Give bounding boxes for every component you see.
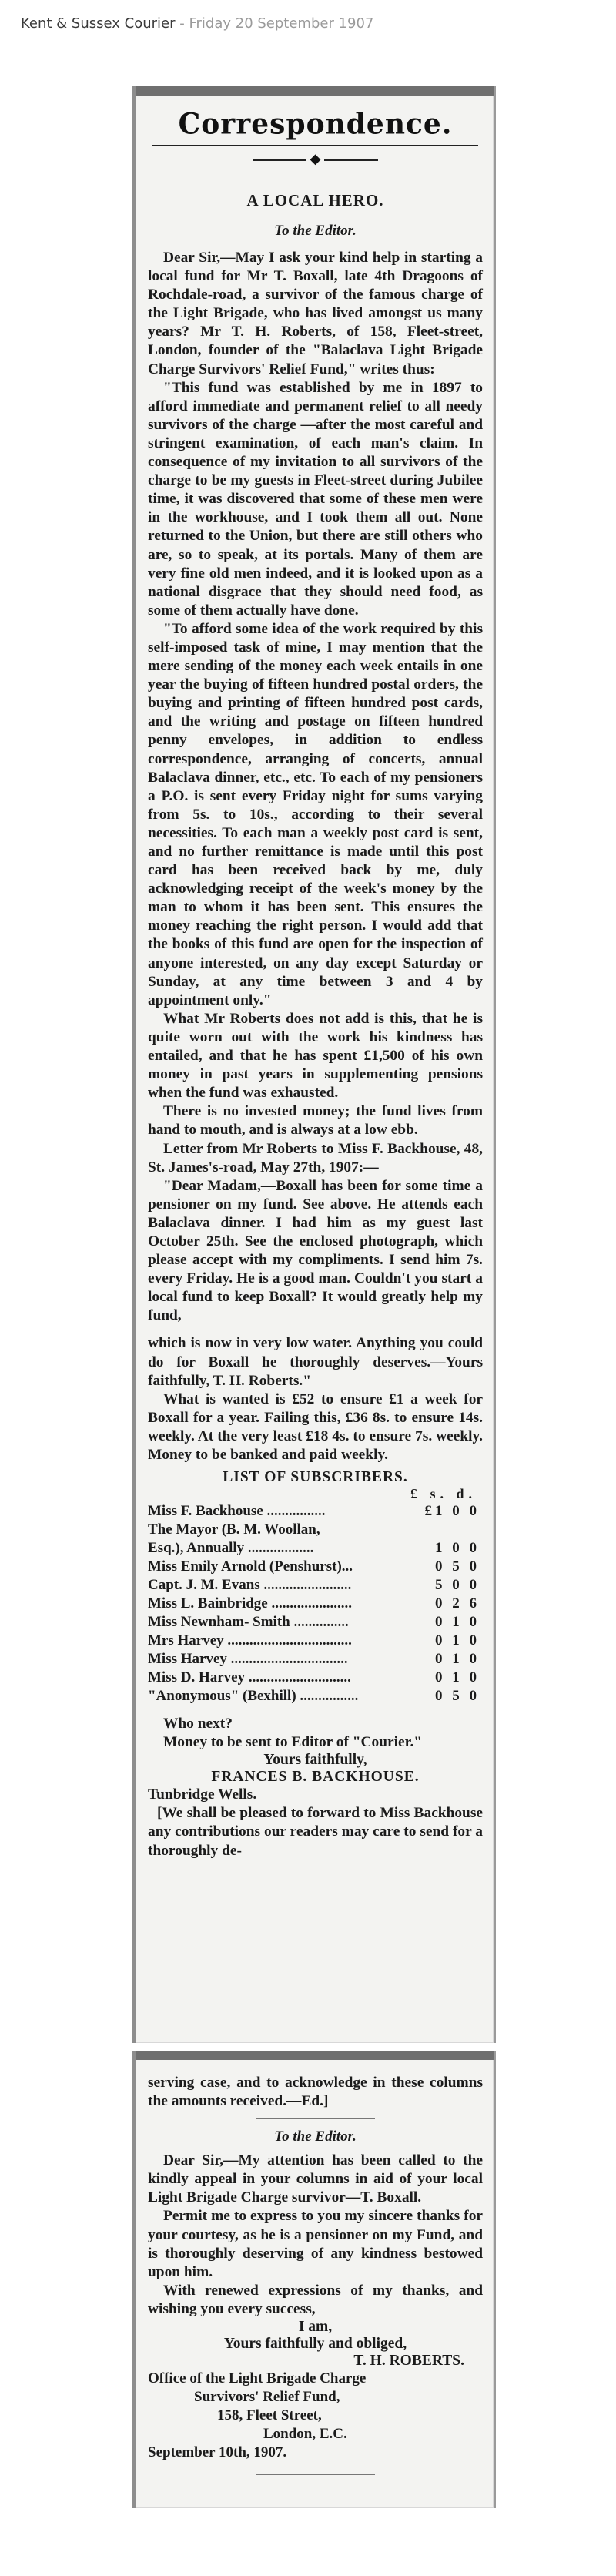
letter-paragraph: Dear Sir,—My attention has been called to the kindly appeal in your columns in aid of your local Light Brigade Charge survivor—T. Boxall. [148,2152,483,2206]
subscriber-name: Miss Harvey ................................ [148,1651,348,1668]
subscriber-amount: 0 1 0 [435,1614,480,1631]
publication-date: Friday 20 September 1907 [189,15,374,32]
subscriber-amount [421,1521,483,1539]
subscriber-amount: 0 5 0 [435,1688,480,1705]
article-title: A LOCAL HERO. [246,191,384,210]
clipping-part-1 [132,86,496,2043]
address-line: London, E.C. [263,2426,347,2443]
currency-header: £ s. d. [410,1486,477,1502]
to-the-editor-line: To the Editor. [274,2128,357,2145]
letter-paragraph: What Mr Roberts does not add is this, that he is quite worn out with the work his kindness has entailed, and that he has spent £1,500 of his own money in past years in supplementing pensions when the fund was exhausted. [148,1010,483,1102]
table-row [148,1558,483,1576]
subscriber-amount: 5 0 0 [435,1577,480,1594]
letter-paragraph: "Dear Madam,—Boxall has been for some time a pensioner on my fund. See above. He attends each Balaclava dinner. I had him as my guest last October 25th. See the enclosed photograph, which please accept with my compliments. I send him 7s. every Friday. He is a good man. Couldn't you start a local fund to keep Boxall? It would greatly help my fund, [148,1177,483,1324]
page-header [21,12,373,35]
subscriber-amount: £1 0 0 [424,1503,480,1520]
table-row [148,1613,483,1632]
subscriber-name: Miss L. Bainbridge ...................... [148,1595,352,1612]
subscriber-name: Esq.), Annually .................. [148,1540,314,1557]
subscribers-list-title: LIST OF SUBSCRIBERS. [223,1469,408,1486]
editor-note-end: serving case, and to acknowledge in these columns the amounts received.—Ed.] [148,2075,483,2110]
address-line: Office of the Light Brigade Charge [148,2370,367,2387]
table-row [148,1632,483,1650]
letter-paragraph: "This fund was established by me in 1897 to afford immediate and permanent relief to all needy survivors of the charge —after the most careful and stringent examination, of each man's claim. In consequence of my invitation to all survivors of the charge to be my guests in Fleet-street during Jubilee time, it was discovered that some of these men were in the workhouse, and I took them all out. None returned to the Union, but there are still others who are, so to speak, at its portals. Many of them are very fine old men indeed, and it is looked upon as a national disgrace that they should need food, as some of them actually have done. [148,379,483,619]
subscriber-name: Mrs Harvey .................................. [148,1632,352,1649]
table-row [148,1669,483,1687]
table-row [148,1539,483,1558]
subscribers-table [148,1502,483,1706]
subscriber-name: Miss Newnham- Smith ............... [148,1614,349,1631]
publication-name: Kent & Sussex Courier [21,15,176,32]
scan-edge-top [136,86,494,96]
subscriber-name: "Anonymous" (Bexhill) ................ [148,1688,359,1705]
letter-paragraph: With renewed expressions of my thanks, and wishing you every success, [148,2282,483,2317]
subscriber-name: Miss Emily Arnold (Penshurst)... [148,1558,353,1575]
subscriber-amount: 0 1 0 [435,1632,480,1649]
table-row [148,1687,483,1706]
subscriber-amount: 0 1 0 [435,1669,480,1686]
section-masthead: Correspondence. [178,106,453,142]
table-row [148,1650,483,1669]
subscriber-amount: 1 0 0 [435,1540,480,1557]
masthead-rule [152,145,478,146]
subscriber-name: Capt. J. M. Evans ........................ [148,1577,352,1594]
editor-note-start: [We shall be pleased to forward to Miss Backhouse any contributions our readers may care to send for a thoroughly de- [148,1805,483,1859]
diamond-ornament-icon: ◆ [310,151,321,166]
subscriber-amount: 0 1 0 [435,1651,480,1668]
address-line: Survivors' Relief Fund, [194,2389,340,2406]
letter-paragraph: Letter from Mr Roberts to Miss F. Backhouse, 48, St. James's-road, May 27th, 1907:— [148,1140,483,1176]
address-line: 158, Fleet Street, [217,2407,322,2424]
address-line: September 10th, 1907. [148,2444,287,2461]
header-separator: - [175,15,189,32]
money-instructions: Money to be sent to Editor of "Courier." [163,1734,423,1751]
wanted-paragraph: What is wanted is £52 to ensure £1 a week for Boxall for a year. Failing this, £36 8s. to ensure 14s. weekly. At the very least £18 4s. to ensure 7s. weekly. Money to be banked and paid weekly. [148,1390,483,1463]
to-the-editor-line: To the Editor. [274,223,357,239]
ornament-divider [148,151,483,166]
signatory-place: Tunbridge Wells. [148,1786,257,1803]
closing-yours: Yours faithfully and obliged, [223,2336,407,2353]
letter-paragraph: Permit me to express to you my sincere thanks for your courtesy, as he is a pensioner on my Fund, and is thoroughly deserving of any kindness bestowed upon him. [148,2208,483,2280]
table-row [148,1576,483,1595]
letter-paragraph: There is no invested money; the fund lives from hand to mouth, and is always at a low ebb. [148,1103,483,1139]
letter-paragraph: "To afford some idea of the work required by this self-imposed task of mine, I may mention that the mere sending of the money each week entails in one year the buying of fifteen hundred postal orders, the buying and printing of fifteen hundred post cards, and the writing and postage on fifteen hundred penny envelopes, in addition to endless correspondence, arranging of concerts, annual Balaclava dinner, etc., etc. To each of my pensioners a P.O. is sent every Friday night for sums varying from 5s. to 10s., according to their several necessities. To each man a weekly post card is sent, and no further remittance is made until this post card has been received back by me, duly acknowledging receipt of the week's money by the man to whom it has been sent. This ensures the money reaching the right person. I would add that the books of this fund are open for the inspection of anyone interested, on any day except Saturday or Sunday, at any time between 3 and 4 by appointment only." [148,620,483,1008]
table-row [148,1502,483,1521]
subscriber-amount: 0 5 0 [435,1558,480,1575]
closing-rule [256,2474,375,2475]
subscriber-name: Miss D. Harvey ............................ [148,1669,351,1686]
signatory-address [148,2370,483,2462]
table-row [148,1595,483,1613]
signatory-name: FRANCES B. BACKHOUSE. [211,1769,420,1786]
subscriber-amount: 0 2 6 [435,1595,480,1612]
who-next-line: Who next? [163,1716,233,1732]
section-divider [256,2118,375,2119]
subscriber-name: Miss F. Backhouse ................ [148,1503,326,1520]
letter-paragraph: Dear Sir,—May I ask your kind help in starting a local fund for Mr T. Boxall, late 4th Dragoons of Rochdale-road, a survivor of the famous charge of the Light Brigade, who has lived amongst us many years? Mr T. H. Roberts, of 158, Fleet-street, London, founder of the "Balaclava Light Brigade Charge Survivors' Relief Fund," writes thus: [148,250,483,377]
letter-continuation: which is now in very low water. Anything you could do for Boxall he thoroughly deserves.—Yours faithfully, T. H. Roberts." [148,1335,483,1389]
subscriber-name: The Mayor (B. M. Woollan, [148,1521,320,1538]
closing-i-am: I am, [298,2319,333,2336]
signatory-name: T. H. ROBERTS. [353,2353,464,2370]
scan-edge-top [136,2051,494,2060]
table-row [148,1521,483,1539]
clipping-part-2 [132,2051,496,2508]
closing-yours: Yours faithfully, [263,1752,367,1769]
